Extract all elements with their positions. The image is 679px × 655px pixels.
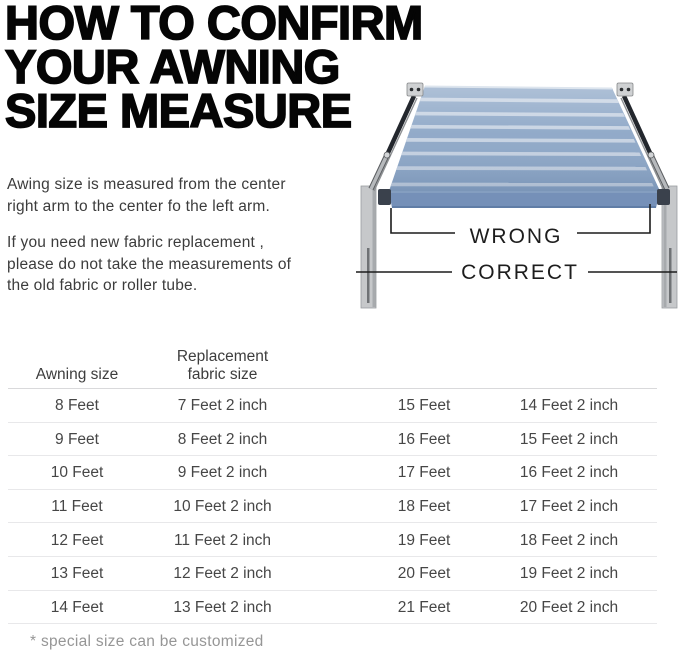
table-cell: 18 Feet bbox=[397, 498, 451, 516]
table-cell: 13 Feet bbox=[50, 565, 104, 583]
left-roller-cap bbox=[378, 189, 391, 205]
correct-label: CORRECT bbox=[461, 261, 579, 284]
table-row bbox=[8, 423, 657, 457]
table-cell: 12 Feet bbox=[50, 531, 104, 549]
table-row bbox=[8, 490, 657, 524]
size-table bbox=[8, 345, 657, 624]
size-table-header bbox=[8, 345, 657, 389]
table-row bbox=[8, 591, 657, 625]
table-cell: 16 Feet bbox=[397, 430, 451, 448]
measurement-description-line-1: Awing size is measured from the center bbox=[7, 176, 286, 193]
fabric-shading bbox=[389, 86, 660, 191]
table-cell: 20 Feet bbox=[397, 565, 451, 583]
header-replacement-fabric-size bbox=[150, 348, 295, 384]
table-cell: 21 Feet bbox=[397, 598, 451, 616]
table-cell: 18 Feet 2 inch bbox=[519, 531, 619, 549]
table-row bbox=[8, 557, 657, 591]
replacement-warning bbox=[7, 232, 291, 297]
table-row bbox=[8, 389, 657, 423]
right-arm-elbow bbox=[648, 152, 654, 158]
right-roller-cap bbox=[657, 189, 670, 205]
table-cell: 14 Feet 2 inch bbox=[519, 397, 619, 415]
table-row bbox=[8, 523, 657, 557]
left-bracket bbox=[407, 83, 423, 96]
left-post-slot bbox=[367, 248, 370, 303]
table-cell: 19 Feet bbox=[397, 531, 451, 549]
table-cell: 17 Feet 2 inch bbox=[519, 498, 619, 516]
measurement-description bbox=[7, 174, 286, 217]
left-post-shadow bbox=[373, 187, 376, 307]
right-post-slot bbox=[669, 248, 672, 303]
table-cell: 10 Feet bbox=[50, 464, 104, 482]
table-cell: 7 Feet 2 inch bbox=[177, 397, 268, 415]
table-cell: 9 Feet 2 inch bbox=[177, 464, 268, 482]
table-cell: 15 Feet bbox=[397, 397, 451, 415]
table-cell: 8 Feet bbox=[55, 397, 99, 415]
page-title-line-2: YOUR AWNING bbox=[5, 39, 340, 93]
left-bracket-bolt bbox=[417, 88, 421, 92]
header-replacement-line-2: fabric size bbox=[187, 366, 258, 383]
table-cell: 15 Feet 2 inch bbox=[519, 430, 619, 448]
replacement-warning-line-2: please do not take the measurements of bbox=[7, 255, 292, 273]
wrong-label: WRONG bbox=[469, 225, 563, 248]
table-cell: 17 Feet bbox=[397, 464, 451, 482]
table-cell: 9 Feet bbox=[55, 430, 99, 448]
left-arm-elbow bbox=[384, 152, 390, 158]
table-cell: 19 Feet 2 inch bbox=[519, 565, 619, 583]
right-bracket-bolt bbox=[627, 88, 631, 92]
measurement-description-line-2: right arm to the center fo the left arm. bbox=[7, 197, 271, 215]
awning-diagram bbox=[340, 55, 679, 325]
right-bracket-bolt bbox=[620, 88, 624, 92]
table-cell: 13 Feet 2 inch bbox=[173, 598, 272, 616]
front-roller-bar bbox=[389, 191, 660, 208]
table-cell: 14 Feet bbox=[50, 598, 104, 616]
left-arm-lower bbox=[371, 155, 387, 189]
custom-size-footnote: * special size can be customized bbox=[30, 633, 264, 650]
table-cell: 11 Feet bbox=[51, 498, 103, 516]
right-bracket bbox=[617, 83, 633, 96]
table-cell: 16 Feet 2 inch bbox=[519, 464, 619, 482]
table-cell: 11 Feet 2 inch bbox=[173, 531, 272, 549]
table-cell: 12 Feet 2 inch bbox=[173, 565, 272, 583]
page-title-line-3: SIZE MEASURE bbox=[5, 83, 352, 137]
header-awning-size: Awning size bbox=[35, 366, 119, 383]
left-bracket-bolt bbox=[410, 88, 414, 92]
header-replacement-line-1: Replacement bbox=[176, 348, 269, 365]
replacement-warning-line-3: the old fabric or roller tube. bbox=[7, 277, 198, 294]
replacement-warning-line-1: If you need new fabric replacement , bbox=[7, 234, 265, 251]
table-cell: 10 Feet 2 inch bbox=[173, 498, 272, 516]
page-title-line-1: HOW TO CONFIRM bbox=[5, 0, 423, 49]
table-row bbox=[8, 456, 657, 490]
table-cell: 20 Feet 2 inch bbox=[519, 598, 619, 616]
table-cell: 8 Feet 2 inch bbox=[177, 430, 268, 448]
